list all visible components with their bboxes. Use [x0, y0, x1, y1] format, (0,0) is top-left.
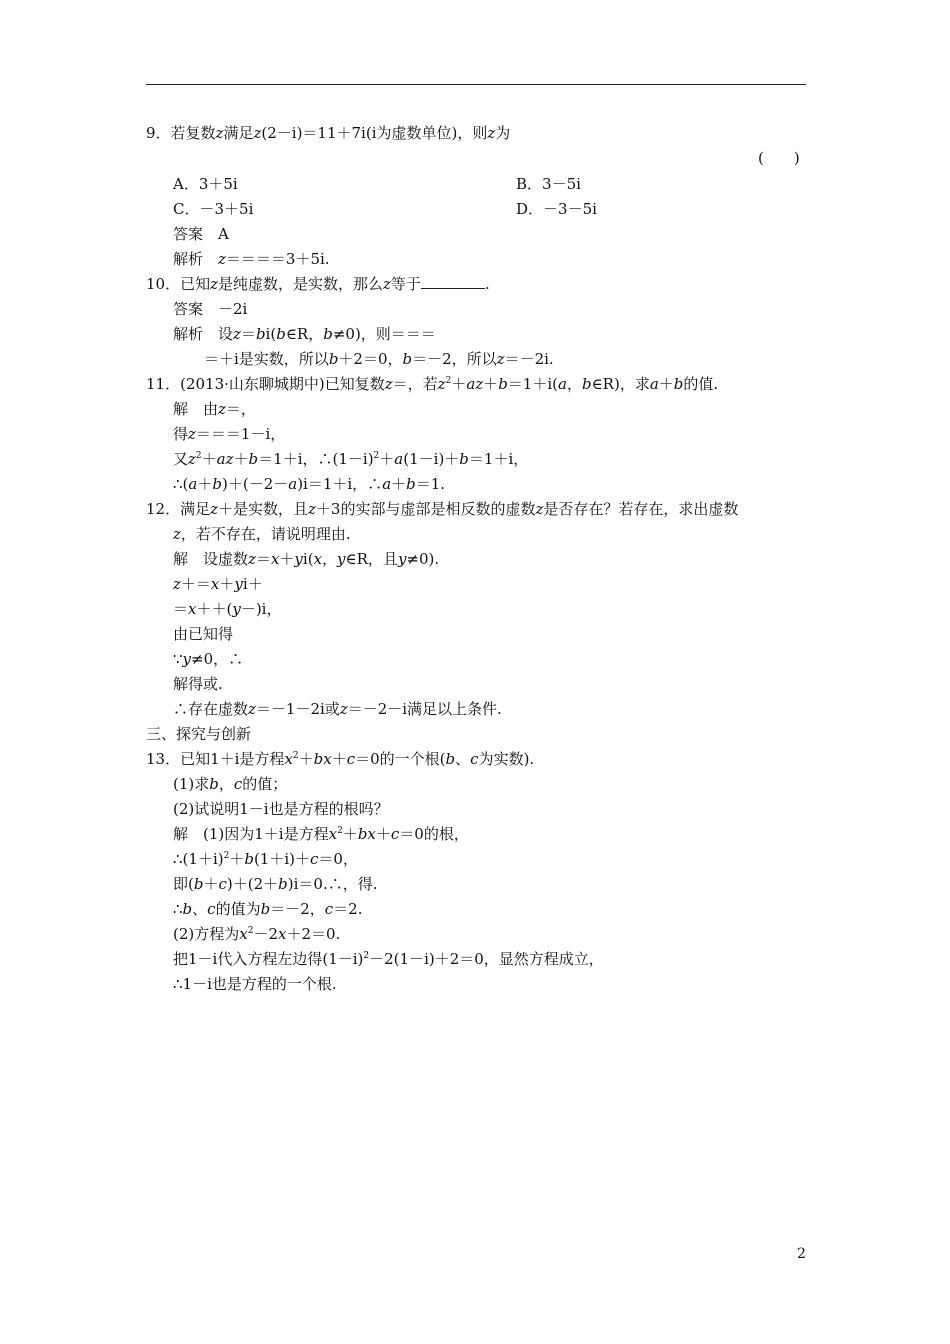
q9-option-c: C．－3＋5i [173, 200, 254, 218]
q9-answer-paren: ( ) [758, 149, 800, 167]
header-rule [146, 84, 806, 85]
q13-part2: (2)试说明1－i也是方程的根吗？ [173, 800, 389, 818]
q13-solution-line4: ∴b、c的值为b＝－2，c＝2. [173, 900, 363, 918]
q13-solution-line7: ∴1－i也是方程的一个根. [173, 975, 337, 993]
q9-stem: 9．若复数z满足z(2－i)＝11＋7i(i为虚数单位)，则z为 [146, 124, 511, 142]
q13-solution-line2: $\therefore(1+i)^2+b(1+i)+c=0$， [173, 850, 358, 868]
page-number: 2 [797, 1246, 806, 1262]
q12-stem-line1: 12．满足z＋是实数，且z＋3的实部与虚部是相反数的虚数z是否存在？若存在，求出虚数 [146, 500, 739, 518]
q13-solution-line3: 即(b＋c)＋(2＋b)i＝0.∴，得. [173, 875, 378, 893]
q12-solution-line1: 解 设虚数z＝x＋yi(x，y∈R，且y≠0). [173, 550, 440, 568]
q12-stem-line2: z，若不存在，请说明理由. [173, 525, 351, 543]
q10-answer-blank [421, 275, 485, 289]
q11-stem: 11．(2013·山东聊城期中)已知复数z＝，若$z^2+az+b=1+i(a$，b∈R)，求a＋b的值. [146, 375, 719, 393]
q12-solution-line6: 解得或. [173, 675, 223, 693]
q13-part1: (1)求b，c的值； [173, 775, 288, 793]
q9-option-a: A．3＋5i [173, 175, 238, 193]
section-heading: 三、探究与创新 [146, 725, 252, 743]
q13-solution-line6: 把1－i代入方程左边得$(1-i)^2-2(1-i)+2=0$，显然方程成立， [173, 950, 604, 968]
q13-solution-line5: (2)方程为$x^2-2x+2=0$. [173, 925, 341, 943]
q12-solution-line2: z＋＝x＋yi＋ [173, 575, 263, 593]
q11-solution-line3: 又$z^2+az+b=1+i$，$\therefore(1-i)^2+a(1-i)+b=1+i$， [173, 450, 529, 468]
q12-solution-line3: ＝x＋＋(y－)i， [173, 600, 282, 618]
q10-analysis-line1: 解析 设z＝bi(b∈R，b≠0)，则＝＝＝ [173, 325, 436, 343]
q12-solution-line7: ∴存在虚数z＝－1－2i或z＝－2－i满足以上条件. [173, 700, 502, 718]
q11-solution-line1: 解 由z＝， [173, 400, 256, 418]
q12-solution-line4: 由已知得 [173, 625, 234, 643]
q10-analysis-line2: ＝＋i是实数，所以b＋2＝0，b＝－2，所以z＝－2i. [204, 350, 554, 368]
q13-solution-line1: 解 (1)因为1＋i是方程$x^2+bx+c=0$的根， [173, 825, 469, 843]
q10-answer: 答案 －2i [173, 300, 248, 318]
q9-option-d: D．－3－5i [516, 200, 597, 218]
q11-solution-line2: 得z＝＝＝1－i， [173, 425, 286, 443]
q12-solution-line5: ∵y≠0，∴ [173, 650, 244, 668]
q9-analysis: 解析 z＝＝＝＝3＋5i. [173, 250, 330, 268]
q10-stem: 10．已知z是纯虚数，是实数，那么z等于 . [146, 275, 490, 293]
q9-option-b: B．3－5i [516, 175, 581, 193]
q9-answer: 答案 A [173, 225, 229, 243]
q11-solution-line4: ∴(a＋b)＋(－2－a)i＝1＋i，∴a＋b＝1. [173, 475, 446, 493]
q13-stem: 13．已知1＋i是方程$x^2+bx+c=0$的一个根(b、c为实数). [146, 750, 535, 768]
